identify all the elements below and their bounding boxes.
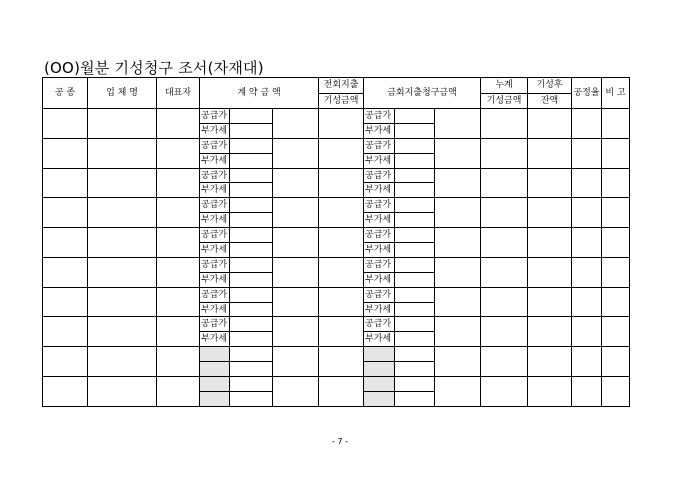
claim-total-cell[interactable] [435, 347, 481, 377]
cumulative-cell[interactable] [481, 257, 528, 287]
representative-cell[interactable] [157, 109, 200, 139]
contract-value-cell[interactable] [230, 168, 273, 183]
claim-label-cell: 부가세 [364, 123, 395, 138]
progress-rate-cell[interactable] [572, 317, 602, 347]
claim-label-cell: 부가세 [364, 272, 395, 287]
contract-value-cell[interactable] [230, 287, 273, 302]
prev-claim-cell[interactable] [319, 138, 364, 168]
contract-label-cell: 부가세 [200, 183, 230, 198]
company-cell[interactable] [88, 198, 157, 228]
contract-label-cell: 공급가 [200, 198, 230, 213]
cumulative-cell[interactable] [481, 377, 528, 407]
contract-label-cell: 공급가 [200, 317, 230, 332]
claim-value-cell[interactable] [395, 198, 435, 213]
representative-cell[interactable] [157, 228, 200, 258]
claim-label-cell: 부가세 [364, 302, 395, 317]
progress-rate-cell[interactable] [572, 109, 602, 139]
representative-cell[interactable] [157, 198, 200, 228]
prev-claim-cell[interactable] [319, 198, 364, 228]
claim-value-cell[interactable] [395, 109, 435, 124]
contract-label-cell: 공급가 [200, 287, 230, 302]
trade-cell[interactable] [43, 257, 88, 287]
contract-label-cell: 공급가 [200, 257, 230, 272]
contract-value-cell[interactable] [230, 213, 273, 228]
claim-total-cell[interactable] [435, 257, 481, 287]
contract-label-cell: 부가세 [200, 153, 230, 168]
progress-rate-cell[interactable] [572, 347, 602, 377]
claim-total-cell[interactable] [435, 228, 481, 258]
claim-label-cell: 부가세 [364, 183, 395, 198]
claim-value-cell[interactable] [395, 272, 435, 287]
claim-value-cell[interactable] [395, 257, 435, 272]
prev-claim-cell[interactable] [319, 287, 364, 317]
remarks-cell[interactable] [602, 138, 630, 168]
table-row [43, 228, 630, 243]
contract-value-cell[interactable] [230, 272, 273, 287]
contract-total-cell[interactable] [273, 138, 319, 168]
trade-cell[interactable] [43, 317, 88, 347]
representative-cell[interactable] [157, 377, 200, 407]
claim-total-cell[interactable] [435, 287, 481, 317]
contract-label-cell-blank [200, 347, 230, 362]
header-cumulative-line2: 기성금액 [481, 93, 528, 109]
claim-label-cell-blank [364, 377, 395, 392]
claim-label-cell: 공급가 [364, 138, 395, 153]
table-row [43, 347, 630, 362]
contract-label-cell: 공급가 [200, 138, 230, 153]
remarks-cell[interactable] [602, 109, 630, 139]
claim-value-cell[interactable] [395, 287, 435, 302]
header-cumulative-line1: 누계 [481, 78, 528, 94]
contract-label-cell: 공급가 [200, 228, 230, 243]
header-prev-claim-line1: 전회지출 [319, 78, 364, 94]
claim-total-cell[interactable] [435, 168, 481, 198]
progress-rate-cell[interactable] [572, 228, 602, 258]
remarks-cell[interactable] [602, 228, 630, 258]
prev-claim-cell[interactable] [319, 347, 364, 377]
table-row [43, 109, 630, 124]
cumulative-cell[interactable] [481, 198, 528, 228]
claim-label-cell-blank [364, 362, 395, 377]
contract-value-cell[interactable] [230, 198, 273, 213]
representative-cell[interactable] [157, 138, 200, 168]
company-cell[interactable] [88, 109, 157, 139]
prev-claim-cell[interactable] [319, 228, 364, 258]
company-cell[interactable] [88, 228, 157, 258]
claim-label-cell: 부가세 [364, 243, 395, 258]
cumulative-cell[interactable] [481, 287, 528, 317]
claim-total-cell[interactable] [435, 317, 481, 347]
contract-label-cell: 부가세 [200, 213, 230, 228]
claim-value-cell[interactable] [395, 302, 435, 317]
header-remarks: 비 고 [602, 78, 630, 109]
contract-value-cell[interactable] [230, 109, 273, 124]
table-row [43, 138, 630, 153]
claim-value-cell[interactable] [395, 138, 435, 153]
table-row [43, 317, 630, 332]
contract-total-cell[interactable] [273, 287, 319, 317]
header-company: 업 체 명 [88, 78, 157, 109]
claim-value-cell[interactable] [395, 362, 435, 377]
contract-value-cell[interactable] [230, 362, 273, 377]
company-cell[interactable] [88, 168, 157, 198]
claim-total-cell[interactable] [435, 138, 481, 168]
company-cell[interactable] [88, 138, 157, 168]
company-cell[interactable] [88, 347, 157, 377]
table-row [43, 168, 630, 183]
cumulative-cell[interactable] [481, 109, 528, 139]
prev-claim-cell[interactable] [319, 377, 364, 407]
contract-label-cell: 공급가 [200, 109, 230, 124]
remarks-cell[interactable] [602, 317, 630, 347]
contract-value-cell[interactable] [230, 391, 273, 406]
header-current-claim: 금회지출청구금액 [364, 78, 481, 109]
claim-total-cell[interactable] [435, 109, 481, 139]
header-remaining-line1: 기성후 [528, 78, 572, 94]
contract-label-cell: 부가세 [200, 302, 230, 317]
claim-value-cell[interactable] [395, 228, 435, 243]
claim-value-cell[interactable] [395, 391, 435, 406]
remarks-cell[interactable] [602, 168, 630, 198]
contract-total-cell[interactable] [273, 347, 319, 377]
remaining-cell[interactable] [528, 347, 572, 377]
remarks-cell[interactable] [602, 347, 630, 377]
claim-label-cell-blank [364, 347, 395, 362]
claim-value-cell[interactable] [395, 377, 435, 392]
prev-claim-cell[interactable] [319, 317, 364, 347]
claim-label-cell: 공급가 [364, 198, 395, 213]
contract-label-cell-blank [200, 377, 230, 392]
remaining-cell[interactable] [528, 198, 572, 228]
trade-cell[interactable] [43, 228, 88, 258]
contract-value-cell[interactable] [230, 317, 273, 332]
contract-label-cell: 공급가 [200, 168, 230, 183]
contract-total-cell[interactable] [273, 377, 319, 407]
trade-cell[interactable] [43, 138, 88, 168]
header-remaining-line2: 잔액 [528, 93, 572, 109]
claim-value-cell[interactable] [395, 213, 435, 228]
remarks-cell[interactable] [602, 257, 630, 287]
progress-rate-cell[interactable] [572, 138, 602, 168]
claim-value-cell[interactable] [395, 332, 435, 347]
contract-label-cell: 부가세 [200, 332, 230, 347]
prev-claim-cell[interactable] [319, 257, 364, 287]
remaining-cell[interactable] [528, 168, 572, 198]
prev-claim-cell[interactable] [319, 109, 364, 139]
representative-cell[interactable] [157, 168, 200, 198]
page-title: (OO)월분 기성청구 조서(자재대) [44, 59, 264, 77]
contract-label-cell: 부가세 [200, 243, 230, 258]
representative-cell[interactable] [157, 287, 200, 317]
trade-cell[interactable] [43, 109, 88, 139]
progress-rate-cell[interactable] [572, 168, 602, 198]
claim-label-cell: 공급가 [364, 228, 395, 243]
contract-value-cell[interactable] [230, 228, 273, 243]
contract-total-cell[interactable] [273, 198, 319, 228]
claim-value-cell[interactable] [395, 153, 435, 168]
progress-rate-cell[interactable] [572, 198, 602, 228]
contract-value-cell[interactable] [230, 302, 273, 317]
representative-cell[interactable] [157, 317, 200, 347]
claim-label-cell: 공급가 [364, 317, 395, 332]
table-row [43, 377, 630, 392]
header-trade: 공 종 [43, 78, 88, 109]
claim-value-cell[interactable] [395, 347, 435, 362]
representative-cell[interactable] [157, 257, 200, 287]
remaining-cell[interactable] [528, 228, 572, 258]
company-cell[interactable] [88, 287, 157, 317]
trade-cell[interactable] [43, 377, 88, 407]
trade-cell[interactable] [43, 198, 88, 228]
contract-total-cell[interactable] [273, 228, 319, 258]
contract-value-cell[interactable] [230, 332, 273, 347]
representative-cell[interactable] [157, 347, 200, 377]
remaining-cell[interactable] [528, 257, 572, 287]
claim-value-cell[interactable] [395, 243, 435, 258]
claim-total-cell[interactable] [435, 377, 481, 407]
remaining-cell[interactable] [528, 109, 572, 139]
claim-value-cell[interactable] [395, 123, 435, 138]
claim-value-cell[interactable] [395, 183, 435, 198]
contract-total-cell[interactable] [273, 168, 319, 198]
header-row [43, 78, 630, 94]
claim-label-cell: 공급가 [364, 287, 395, 302]
remarks-cell[interactable] [602, 198, 630, 228]
remarks-cell[interactable] [602, 377, 630, 407]
contract-value-cell[interactable] [230, 243, 273, 258]
cumulative-cell[interactable] [481, 347, 528, 377]
contract-value-cell[interactable] [230, 123, 273, 138]
trade-cell[interactable] [43, 168, 88, 198]
contract-label-cell: 부가세 [200, 272, 230, 287]
contract-label-cell: 부가세 [200, 123, 230, 138]
header-representative: 대표자 [157, 78, 200, 109]
claim-value-cell[interactable] [395, 168, 435, 183]
contract-total-cell[interactable] [273, 317, 319, 347]
table-row [43, 257, 630, 272]
company-cell[interactable] [88, 257, 157, 287]
remarks-cell[interactable] [602, 287, 630, 317]
contract-value-cell[interactable] [230, 183, 273, 198]
trade-cell[interactable] [43, 347, 88, 377]
claim-label-cell: 부가세 [364, 213, 395, 228]
header-prev-claim-line2: 기성금액 [319, 93, 364, 109]
company-cell[interactable] [88, 377, 157, 407]
cumulative-cell[interactable] [481, 138, 528, 168]
claim-table [42, 77, 630, 407]
header-progress-rate: 공정율 [572, 78, 602, 109]
cumulative-cell[interactable] [481, 228, 528, 258]
table-row [43, 287, 630, 302]
claim-label-cell: 부가세 [364, 153, 395, 168]
contract-value-cell[interactable] [230, 153, 273, 168]
claim-total-cell[interactable] [435, 198, 481, 228]
contract-total-cell[interactable] [273, 109, 319, 139]
table-row [43, 198, 630, 213]
remaining-cell[interactable] [528, 317, 572, 347]
cumulative-cell[interactable] [481, 317, 528, 347]
prev-claim-cell[interactable] [319, 168, 364, 198]
contract-value-cell[interactable] [230, 257, 273, 272]
contract-value-cell[interactable] [230, 377, 273, 392]
trade-cell[interactable] [43, 287, 88, 317]
contract-total-cell[interactable] [273, 257, 319, 287]
claim-label-cell: 공급가 [364, 168, 395, 183]
remaining-cell[interactable] [528, 138, 572, 168]
remaining-cell[interactable] [528, 287, 572, 317]
claim-label-cell: 공급가 [364, 109, 395, 124]
progress-rate-cell[interactable] [572, 287, 602, 317]
contract-value-cell[interactable] [230, 347, 273, 362]
cumulative-cell[interactable] [481, 168, 528, 198]
header-contract-amount: 계 약 금 액 [200, 78, 319, 109]
claim-label-cell: 부가세 [364, 332, 395, 347]
claim-value-cell[interactable] [395, 317, 435, 332]
claim-label-cell: 공급가 [364, 257, 395, 272]
progress-rate-cell[interactable] [572, 377, 602, 407]
page-number: - 7 - [332, 437, 348, 446]
progress-rate-cell[interactable] [572, 257, 602, 287]
contract-label-cell-blank [200, 391, 230, 406]
remaining-cell[interactable] [528, 377, 572, 407]
company-cell[interactable] [88, 317, 157, 347]
contract-value-cell[interactable] [230, 138, 273, 153]
claim-label-cell-blank [364, 391, 395, 406]
contract-label-cell-blank [200, 362, 230, 377]
